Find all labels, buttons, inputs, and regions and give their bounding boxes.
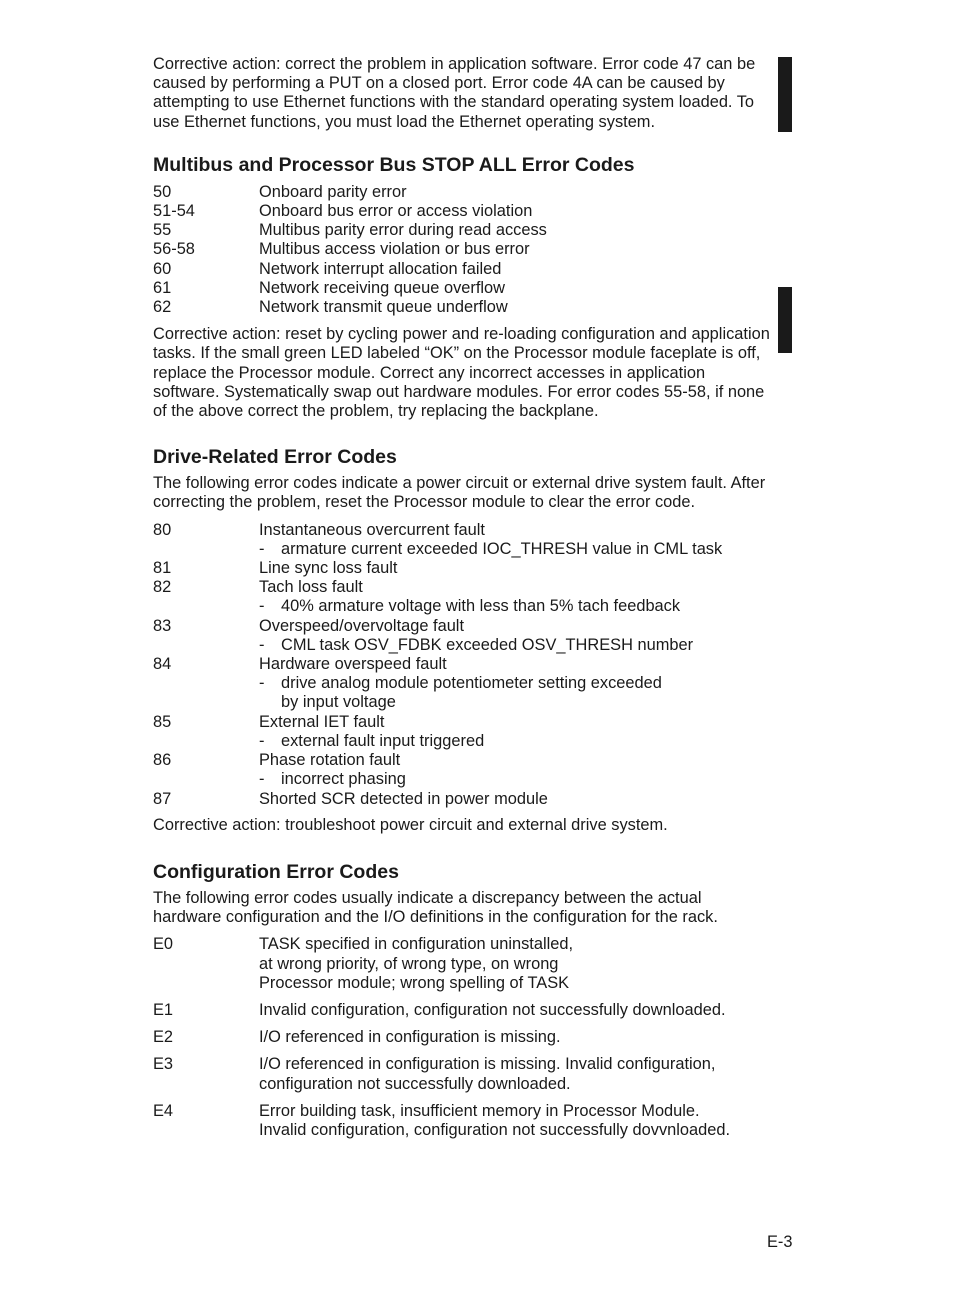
error-code: E3 bbox=[153, 1055, 174, 1074]
error-code: E0 bbox=[153, 935, 174, 954]
multibus-corrective-action: Corrective action: reset by cycling power and re-loading configuration and application tasks. If the small green LED labeled “OK” on the Processor module faceplate is off, replace the Processor module. Correct any incorrect accesses in application software. Systematically swap out hardware modules. For error codes 55-58, if none of the above correct the problem, try replacing the backplane. bbox=[153, 325, 770, 421]
error-description: Instantaneous overcurrent fault bbox=[259, 520, 485, 539]
error-code: 86 bbox=[153, 751, 172, 770]
error-code: 56-58 bbox=[153, 240, 195, 259]
error-detail: - drive analog module potentiometer setting exceeded bbox=[259, 674, 662, 693]
code-row bbox=[153, 1102, 771, 1140]
error-description: Onboard parity error bbox=[259, 182, 407, 201]
error-description: I/O referenced in configuration is missing. bbox=[259, 1028, 561, 1047]
error-detail-continued: by input voltage bbox=[281, 693, 396, 712]
page-number: E-3 bbox=[767, 1233, 793, 1251]
error-description: at wrong priority, of wrong type, on wrong bbox=[259, 954, 559, 973]
error-description: Tach loss fault bbox=[259, 578, 363, 597]
code-row bbox=[153, 1028, 771, 1047]
change-bar bbox=[778, 57, 792, 132]
code-row bbox=[153, 202, 771, 221]
section-heading-multibus: Multibus and Processor Bus STOP ALL Error Codes bbox=[153, 153, 635, 176]
code-row bbox=[153, 1001, 771, 1020]
code-row bbox=[153, 751, 771, 789]
error-detail: - armature current exceeded IOC_THRESH value in CML task bbox=[259, 539, 723, 558]
error-code: E2 bbox=[153, 1028, 174, 1047]
code-row bbox=[153, 655, 771, 713]
error-description: Invalid configuration, configuration not successfully dovvnloaded. bbox=[259, 1120, 731, 1139]
error-description: Shorted SCR detected in power module bbox=[259, 789, 548, 808]
code-row bbox=[153, 935, 771, 993]
code-row bbox=[153, 617, 771, 655]
intro-paragraph: Corrective action: correct the problem in application software. Error code 47 can be caused by performing a PUT on a closed port. Error code 4A can be caused by attempting to use Ethernet functions with the standard operating system loaded. To use Ethernet functions, you must load the Ethernet operating system. bbox=[153, 55, 756, 131]
code-row bbox=[153, 559, 771, 578]
error-code: 84 bbox=[153, 655, 172, 674]
error-code: E4 bbox=[153, 1101, 174, 1120]
configuration-intro: The following error codes usually indicate a discrepancy between the actual hardware configuration and the I/O definitions in the configuration for the rack. bbox=[153, 888, 718, 927]
error-detail: - external fault input triggered bbox=[259, 731, 485, 750]
error-code: 55 bbox=[153, 221, 172, 240]
code-row bbox=[153, 578, 771, 616]
error-code: 87 bbox=[153, 789, 172, 808]
error-detail: - 40% armature voltage with less than 5% tach feedback bbox=[259, 597, 681, 616]
section-heading-configuration: Configuration Error Codes bbox=[153, 860, 399, 883]
error-description: TASK specified in configuration uninstalled, bbox=[259, 935, 574, 954]
code-row bbox=[153, 279, 771, 298]
error-code: 51-54 bbox=[153, 202, 195, 221]
error-description: External IET fault bbox=[259, 712, 385, 731]
error-detail: - incorrect phasing bbox=[259, 770, 406, 789]
code-row bbox=[153, 260, 771, 279]
error-detail: - CML task OSV_FDBK exceeded OSV_THRESH number bbox=[259, 635, 694, 654]
configuration-code-list bbox=[153, 935, 771, 1140]
change-bar bbox=[778, 287, 792, 353]
error-description: Overspeed/overvoltage fault bbox=[259, 616, 465, 635]
error-description: I/O referenced in configuration is missing. Invalid configuration, bbox=[259, 1055, 716, 1074]
error-description: Line sync loss fault bbox=[259, 559, 398, 578]
error-description: Onboard bus error or access violation bbox=[259, 202, 533, 221]
code-row bbox=[153, 221, 771, 240]
error-description: Multibus parity error during read access bbox=[259, 221, 547, 240]
error-description: Invalid configuration, configuration not successfully downloaded. bbox=[259, 1000, 726, 1019]
code-row bbox=[153, 240, 771, 259]
error-description: Error building task, insufficient memory in Processor Module. bbox=[259, 1101, 700, 1120]
error-description: Network transmit queue underflow bbox=[259, 298, 508, 317]
error-description: Phase rotation fault bbox=[259, 751, 401, 770]
error-code: 80 bbox=[153, 520, 172, 539]
error-description: configuration not successfully downloaded. bbox=[259, 1074, 571, 1093]
code-row bbox=[153, 298, 771, 317]
error-code: 60 bbox=[153, 259, 172, 278]
code-row bbox=[153, 521, 771, 559]
error-code: 83 bbox=[153, 616, 172, 635]
error-code: 50 bbox=[153, 182, 172, 201]
multibus-code-list bbox=[153, 183, 771, 317]
error-code: E1 bbox=[153, 1000, 174, 1019]
page-content bbox=[153, 55, 771, 1140]
section-heading-drive: Drive-Related Error Codes bbox=[153, 446, 397, 469]
error-description: Processor module; wrong spelling of TASK bbox=[259, 973, 570, 992]
code-row bbox=[153, 790, 771, 809]
error-description: Network receiving queue overflow bbox=[259, 278, 505, 297]
drive-code-list bbox=[153, 521, 771, 809]
error-code: 81 bbox=[153, 559, 172, 578]
drive-corrective-action: Corrective action: troubleshoot power circuit and external drive system. bbox=[153, 815, 668, 834]
error-code: 62 bbox=[153, 298, 172, 317]
error-description: Hardware overspeed fault bbox=[259, 655, 447, 674]
drive-intro: The following error codes indicate a power circuit or external drive system fault. After correcting the problem, reset the Processor module to clear the error code. bbox=[153, 474, 766, 512]
code-row bbox=[153, 183, 771, 202]
code-row bbox=[153, 1055, 771, 1093]
error-code: 85 bbox=[153, 712, 172, 731]
error-code: 61 bbox=[153, 278, 172, 297]
code-row bbox=[153, 713, 771, 751]
error-description: Network interrupt allocation failed bbox=[259, 259, 502, 278]
error-code: 82 bbox=[153, 578, 172, 597]
error-description: Multibus access violation or bus error bbox=[259, 240, 530, 259]
